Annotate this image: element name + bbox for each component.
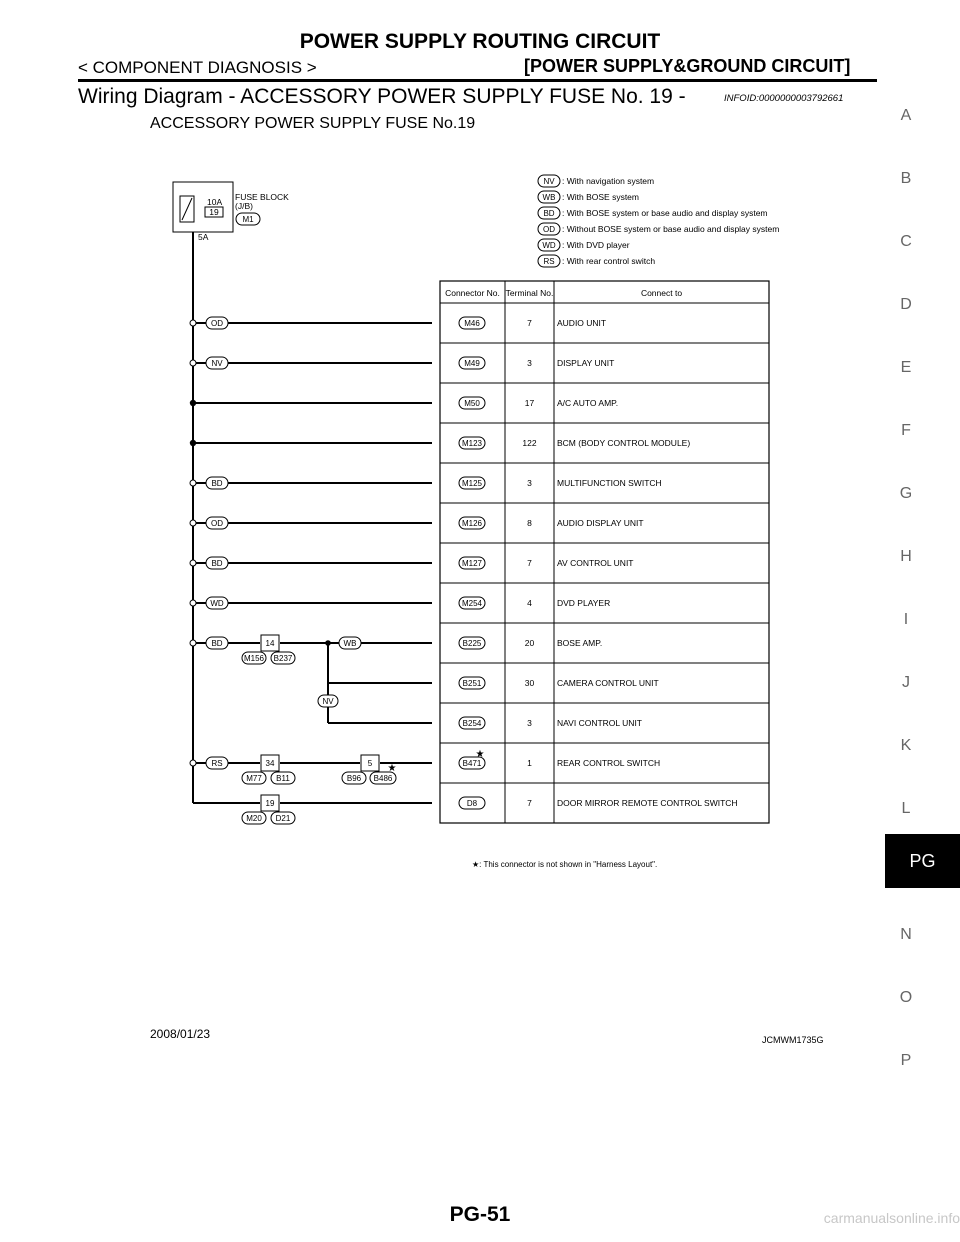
terminal-number: 1 (527, 758, 532, 768)
header-divider (78, 79, 877, 82)
destination-label: AV CONTROL UNIT (557, 558, 634, 568)
connector-tag-m46 (459, 317, 485, 329)
connector-tag-b225 (459, 637, 485, 649)
fuse-block-sub: (J/B) (235, 201, 253, 211)
index-letter-j[interactable]: J (902, 674, 910, 691)
connector-tag-b225-label: B225 (462, 639, 482, 649)
junction-box-bose (261, 635, 279, 651)
legend-tag-rs (538, 255, 560, 267)
legend-text-wd: : With DVD player (562, 240, 630, 250)
terminal-number: 7 (527, 318, 532, 328)
info-id: INFOID:0000000003792661 (724, 93, 844, 104)
junction-connector-tag (242, 772, 266, 784)
index-letter-b[interactable]: B (900, 170, 912, 187)
terminal-number: 122 (522, 438, 537, 448)
destination-label: REAR CONTROL SWITCH (557, 758, 661, 768)
branch-tag-wd-label: WD (210, 599, 224, 609)
connector-tag-m49 (459, 357, 485, 369)
connector-tag-m127-label: M127 (461, 559, 483, 569)
destination-label: A/C AUTO AMP. (557, 398, 619, 408)
legend-text-wb: : With BOSE system (562, 192, 639, 202)
bus-connection-open (190, 480, 196, 486)
index-letter-h[interactable]: H (900, 548, 912, 565)
wiring-diagram (150, 160, 790, 880)
junction-box-door-label: 19 (265, 799, 275, 808)
legend-tag-wd-label: WD (542, 241, 556, 251)
branch-tag-bd-label: BD (211, 479, 223, 489)
junction-connector-tag (271, 772, 295, 784)
connector-tag-m50-label: M50 (464, 399, 480, 409)
junction-connector-tag-label: D21 (275, 814, 291, 824)
bus-connection-dot (190, 440, 196, 446)
branch-tag-wd (206, 597, 228, 609)
connector-tag-b471-label: B471 (462, 759, 482, 769)
branch-tag-nv-label: NV (322, 697, 334, 707)
junction-connector-tag-label: B11 (276, 774, 290, 784)
junction-connector-tag-label: M20 (246, 814, 262, 824)
bus-connection-dot (190, 400, 196, 406)
branch-tag-bd (206, 477, 228, 489)
junction-connector-tag (271, 652, 295, 664)
branch-tag-bd (206, 557, 228, 569)
terminal-number: 30 (524, 678, 535, 688)
harness-note-star: ★ (475, 749, 485, 760)
terminal-number: 3 (527, 478, 532, 488)
fuse-number: 19 (209, 207, 219, 217)
junction-connector-tag-label: B237 (273, 654, 293, 664)
bus-connection-open (190, 600, 196, 606)
branch-tag-od-label: OD (211, 519, 223, 529)
index-letter-i[interactable]: I (903, 611, 909, 628)
legend-tag-bd-label: BD (543, 209, 555, 219)
terminal-number: 4 (527, 598, 532, 608)
terminal-number: 3 (527, 718, 532, 728)
legend-tag-rs-label: RS (543, 257, 555, 267)
destination-label: CAMERA CONTROL UNIT (557, 678, 659, 688)
connector-tag-d8 (459, 797, 485, 809)
destination-label: BOSE AMP. (557, 638, 603, 648)
index-letter-k[interactable]: K (900, 737, 912, 754)
connector-tag-m126 (459, 517, 485, 529)
branch-tag-nv (206, 357, 228, 369)
connector-tag-b251 (459, 677, 485, 689)
diagram-title: ACCESSORY POWER SUPPLY FUSE No.19 (150, 115, 476, 132)
diagram-date: 2008/01/23 (150, 1027, 211, 1041)
junction-connector-tag (271, 812, 295, 824)
bus-connection-open (190, 560, 196, 566)
section-label: [POWER SUPPLY&GROUND CIRCUIT] (524, 56, 851, 76)
harness-footnote: ★: This connector is not shown in "Harness Layout". (472, 860, 658, 869)
connector-tag-m125-label: M125 (461, 479, 483, 489)
index-letter-e[interactable]: E (900, 359, 912, 376)
destination-label: DVD PLAYER (557, 598, 611, 608)
connector-tag-m50 (459, 397, 485, 409)
destination-label: NAVI CONTROL UNIT (557, 718, 643, 728)
index-letter-o[interactable]: O (899, 989, 913, 1006)
index-tab-active[interactable]: PG (885, 834, 960, 888)
breadcrumb: < COMPONENT DIAGNOSIS > (78, 58, 317, 77)
branch-tag-rs-label: RS (211, 759, 223, 769)
fuse-connector-tag (236, 213, 260, 225)
destination-label: BCM (BODY CONTROL MODULE) (557, 438, 691, 448)
terminal-number: 7 (527, 558, 532, 568)
junction-connector-tag (342, 772, 366, 784)
index-letter-n[interactable]: N (900, 926, 912, 943)
junction-box-rear-2-label: 5 (367, 759, 373, 768)
connector-tag-b254-label: B254 (462, 719, 482, 729)
page-heading: Wiring Diagram - ACCESSORY POWER SUPPLY FUSE No. 19 - (78, 85, 686, 108)
legend-tag-wb (538, 191, 560, 203)
index-letter-g[interactable]: G (899, 485, 913, 502)
legend-tag-od (538, 223, 560, 235)
branch-tag-bd-label: BD (211, 639, 223, 649)
junction-box-rear-1-label: 34 (265, 759, 275, 768)
fuse-block-label: FUSE BLOCK (235, 192, 289, 202)
connector-tag-m46-label: M46 (464, 319, 480, 329)
diagram-code: JCMWM1735G (762, 1035, 824, 1045)
fuse-amp-label: 5A (198, 232, 209, 242)
index-letter-f[interactable]: F (901, 422, 911, 439)
terminal-number: 20 (524, 638, 535, 648)
branch-tag-nv-label: NV (211, 359, 223, 369)
legend-text-od: : Without BOSE system or base audio and display system (562, 224, 780, 234)
destination-label: DOOR MIRROR REMOTE CONTROL SWITCH (557, 798, 738, 808)
table-header-terminal: Terminal No. (505, 288, 554, 298)
branch-tag-nv (318, 695, 338, 707)
destination-label: DISPLAY UNIT (557, 358, 615, 368)
connector-tag-m49-label: M49 (464, 359, 480, 369)
terminal-number: 8 (527, 518, 532, 528)
terminal-number: 17 (524, 398, 535, 408)
junction-connector-tag-label: M77 (246, 774, 262, 784)
junction-connector-tag (242, 652, 266, 664)
section-index (885, 0, 960, 1242)
table-header-destination: Connect to (640, 288, 683, 298)
index-letter-d[interactable]: D (900, 296, 912, 313)
bus-connection-open (190, 520, 196, 526)
connector-tag-b251-label: B251 (462, 679, 482, 689)
junction-connector-tag-label: B486 (373, 774, 393, 784)
branch-tag-od-label: OD (211, 319, 223, 329)
branch-tag-bd (206, 637, 228, 649)
connector-tag-m126-label: M126 (461, 519, 483, 529)
branch-tag-wb-label: WB (343, 639, 357, 649)
connector-tag-m123 (459, 437, 485, 449)
connector-tag-m254-label: M254 (461, 599, 483, 609)
junction-box-bose-label: 14 (265, 639, 275, 648)
branch-tag-bd-label: BD (211, 559, 223, 569)
legend-text-rs: : With rear control switch (562, 256, 656, 266)
connector-tag-d8-label: D8 (466, 799, 478, 809)
legend-tag-nv (538, 175, 560, 187)
junction-box-rear-1 (261, 755, 279, 771)
fuse-connector-tag-label: M1 (242, 215, 254, 225)
connector-tag-m254 (459, 597, 485, 609)
destination-label: MULTIFUNCTION SWITCH (557, 478, 662, 488)
branch-tag-od (206, 317, 228, 329)
legend-tag-wb-label: WB (542, 193, 556, 203)
legend-text-nv: : With navigation system (562, 176, 655, 186)
index-letter-p[interactable]: P (900, 1052, 912, 1069)
connector-tag-m125 (459, 477, 485, 489)
branch-tag-rs (206, 757, 228, 769)
junction-box-rear-2 (361, 755, 379, 771)
bus-connection-open (190, 760, 196, 766)
bus-connection-open (190, 320, 196, 326)
connector-tag-m127 (459, 557, 485, 569)
connector-tag-b254 (459, 717, 485, 729)
page-number: PG-51 (449, 1203, 511, 1226)
branch-tag-od (206, 517, 228, 529)
index-letter-a[interactable]: A (900, 107, 912, 124)
legend-tag-od-label: OD (543, 225, 555, 235)
terminal-number: 3 (527, 358, 532, 368)
connector-tag-m123-label: M123 (461, 439, 483, 449)
fuse-rating: 10A (207, 197, 223, 207)
index-letter-c[interactable]: C (900, 233, 912, 250)
legend-tag-nv-label: NV (543, 177, 555, 187)
legend-text-bd: : With BOSE system or base audio and display system (562, 208, 768, 218)
bus-connection-open (190, 640, 196, 646)
watermark: carmanualsonline.info (823, 1210, 960, 1226)
junction-connector-tag-label: B96 (346, 774, 362, 784)
destination-label: AUDIO UNIT (557, 318, 607, 328)
destination-label: AUDIO DISPLAY UNIT (557, 518, 644, 528)
terminal-number: 7 (527, 798, 532, 808)
harness-note-star: ★ (387, 763, 397, 774)
table-header-connector: Connector No. (445, 288, 500, 298)
junction-box-door (261, 795, 279, 811)
legend-tag-wd (538, 239, 560, 251)
bus-connection-open (190, 360, 196, 366)
section-title: POWER SUPPLY ROUTING CIRCUIT (299, 30, 661, 53)
legend-tag-bd (538, 207, 560, 219)
junction-connector-tag (242, 812, 266, 824)
index-letter-l[interactable]: L (901, 800, 911, 817)
branch-tag-wb (339, 637, 361, 649)
junction-connector-tag-label: M156 (243, 654, 265, 664)
